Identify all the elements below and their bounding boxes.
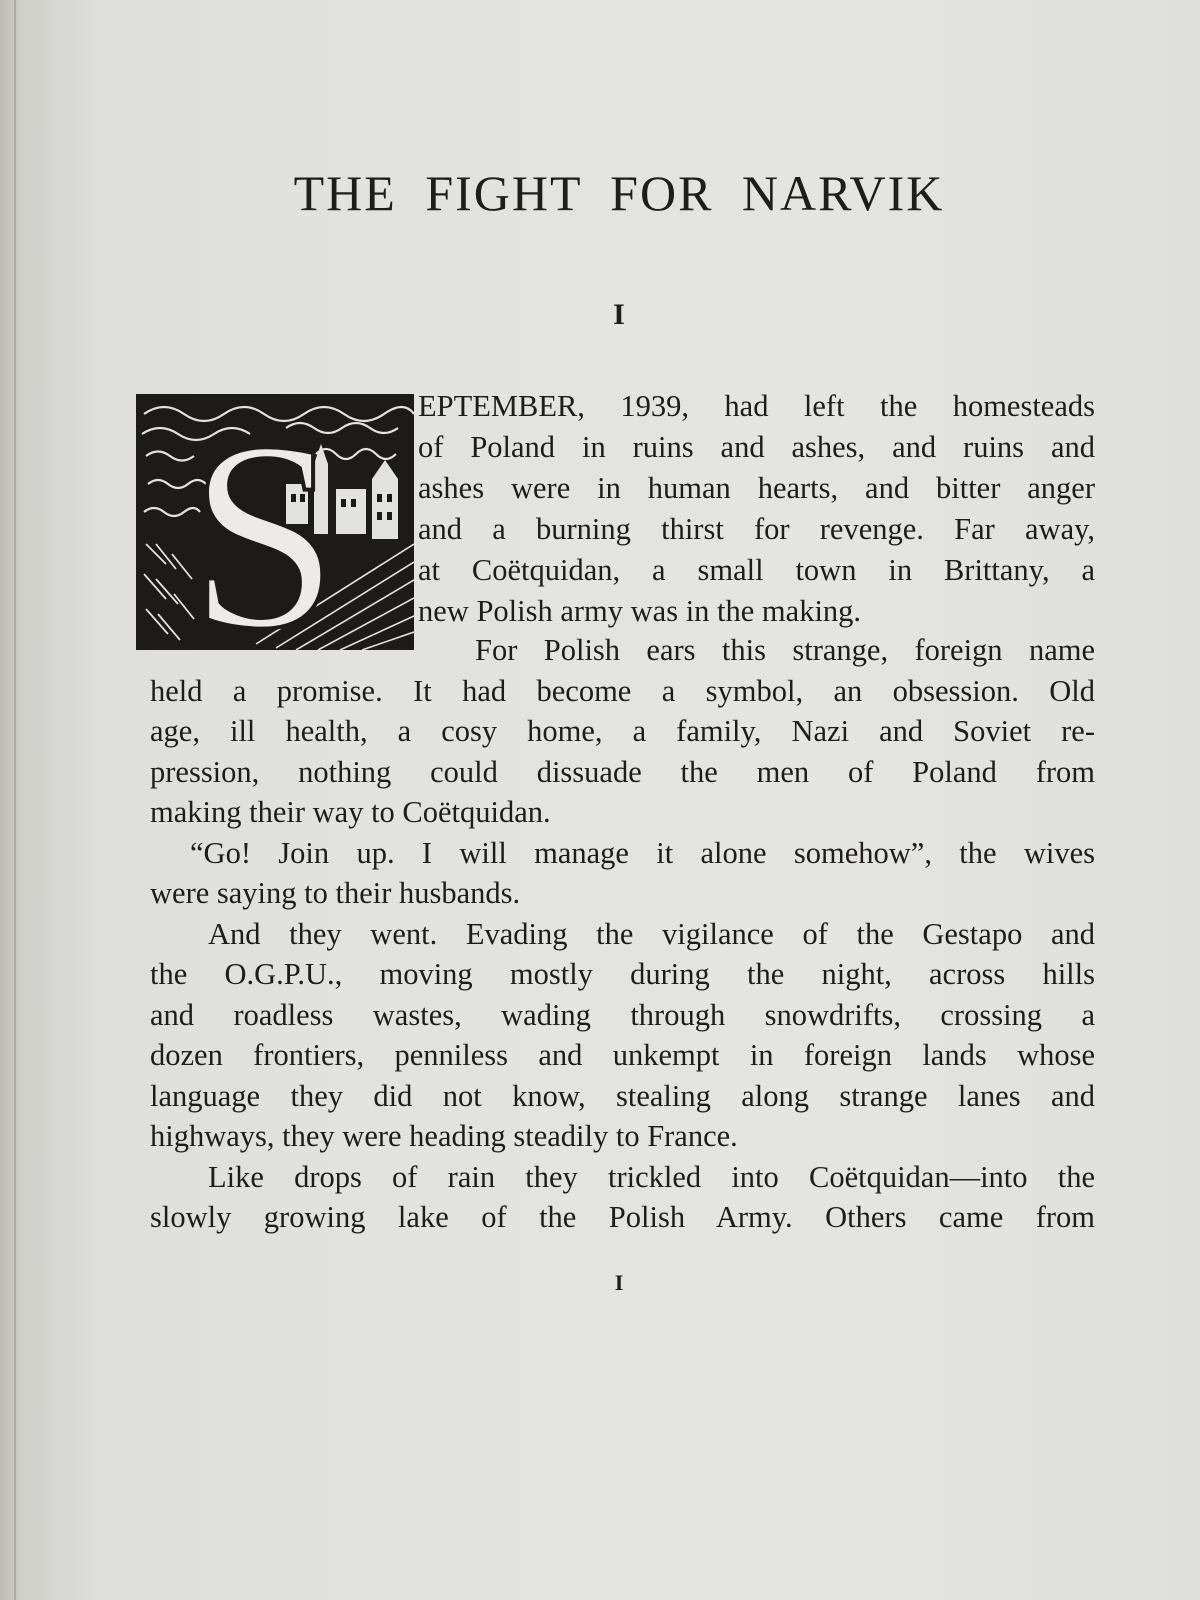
text-line: age, ill health, a cosy home, a family, Nazi and Soviet re- — [150, 714, 1095, 748]
text-line: For Polish ears this strange, foreign name — [475, 633, 1095, 667]
text-line: were saying to their husbands. — [150, 876, 521, 910]
page-number: I — [614, 1270, 624, 1295]
facing-page-edge — [14, 0, 16, 1600]
body-text — [150, 630, 1095, 1238]
text-line: held a promise. It had become a symbol, an obsession. Old — [150, 673, 1095, 708]
text-line: And they went. Evading the vigilance of the Gestapo and — [208, 916, 1095, 951]
text-line: highways, they were heading steadily to France. — [150, 1119, 738, 1153]
text-line: of Poland in ruins and ashes, and ruins and — [418, 430, 1095, 464]
text-line: and roadless wastes, wading through snowdrifts, crossing a — [150, 997, 1095, 1032]
text-line: “Go! Join up. I will manage it alone somehow”, the wives — [190, 835, 1095, 870]
initial-letter: S — [188, 394, 340, 650]
chapter-number: I — [613, 298, 625, 331]
text-line: language they did not know, stealing along strange lanes and — [150, 1078, 1095, 1113]
text-line: the O.G.P.U., moving mostly during the night, across hills — [150, 957, 1095, 991]
text-line: dozen frontiers, penniless and unkempt in foreign lands whose — [150, 1038, 1095, 1072]
opening-paragraph — [418, 386, 1095, 632]
text-line: and a burning thirst for revenge. Far away, — [418, 512, 1095, 546]
text-line: ashes were in human hearts, and bitter anger — [418, 471, 1095, 505]
text-line: EPTEMBER, 1939, had left the homesteads — [418, 389, 1095, 423]
text-line: slowly growing lake of the Polish Army. Others came from — [150, 1200, 1095, 1234]
text-line: at Coëtquidan, a small town in Brittany, a — [418, 553, 1095, 587]
text-line: Like drops of rain they trickled into Coëtquidan—into the — [208, 1159, 1095, 1194]
book-page — [18, 0, 1200, 1600]
text-line: new Polish army was in the making. — [418, 594, 862, 628]
text-line: pression, nothing could dissuade the men of Poland from — [150, 754, 1095, 789]
text-line: making their way to Coëtquidan. — [150, 795, 551, 829]
decorated-initial-woodcut — [136, 394, 414, 650]
page-title: THE FIGHT FOR NARVIK — [293, 165, 945, 221]
